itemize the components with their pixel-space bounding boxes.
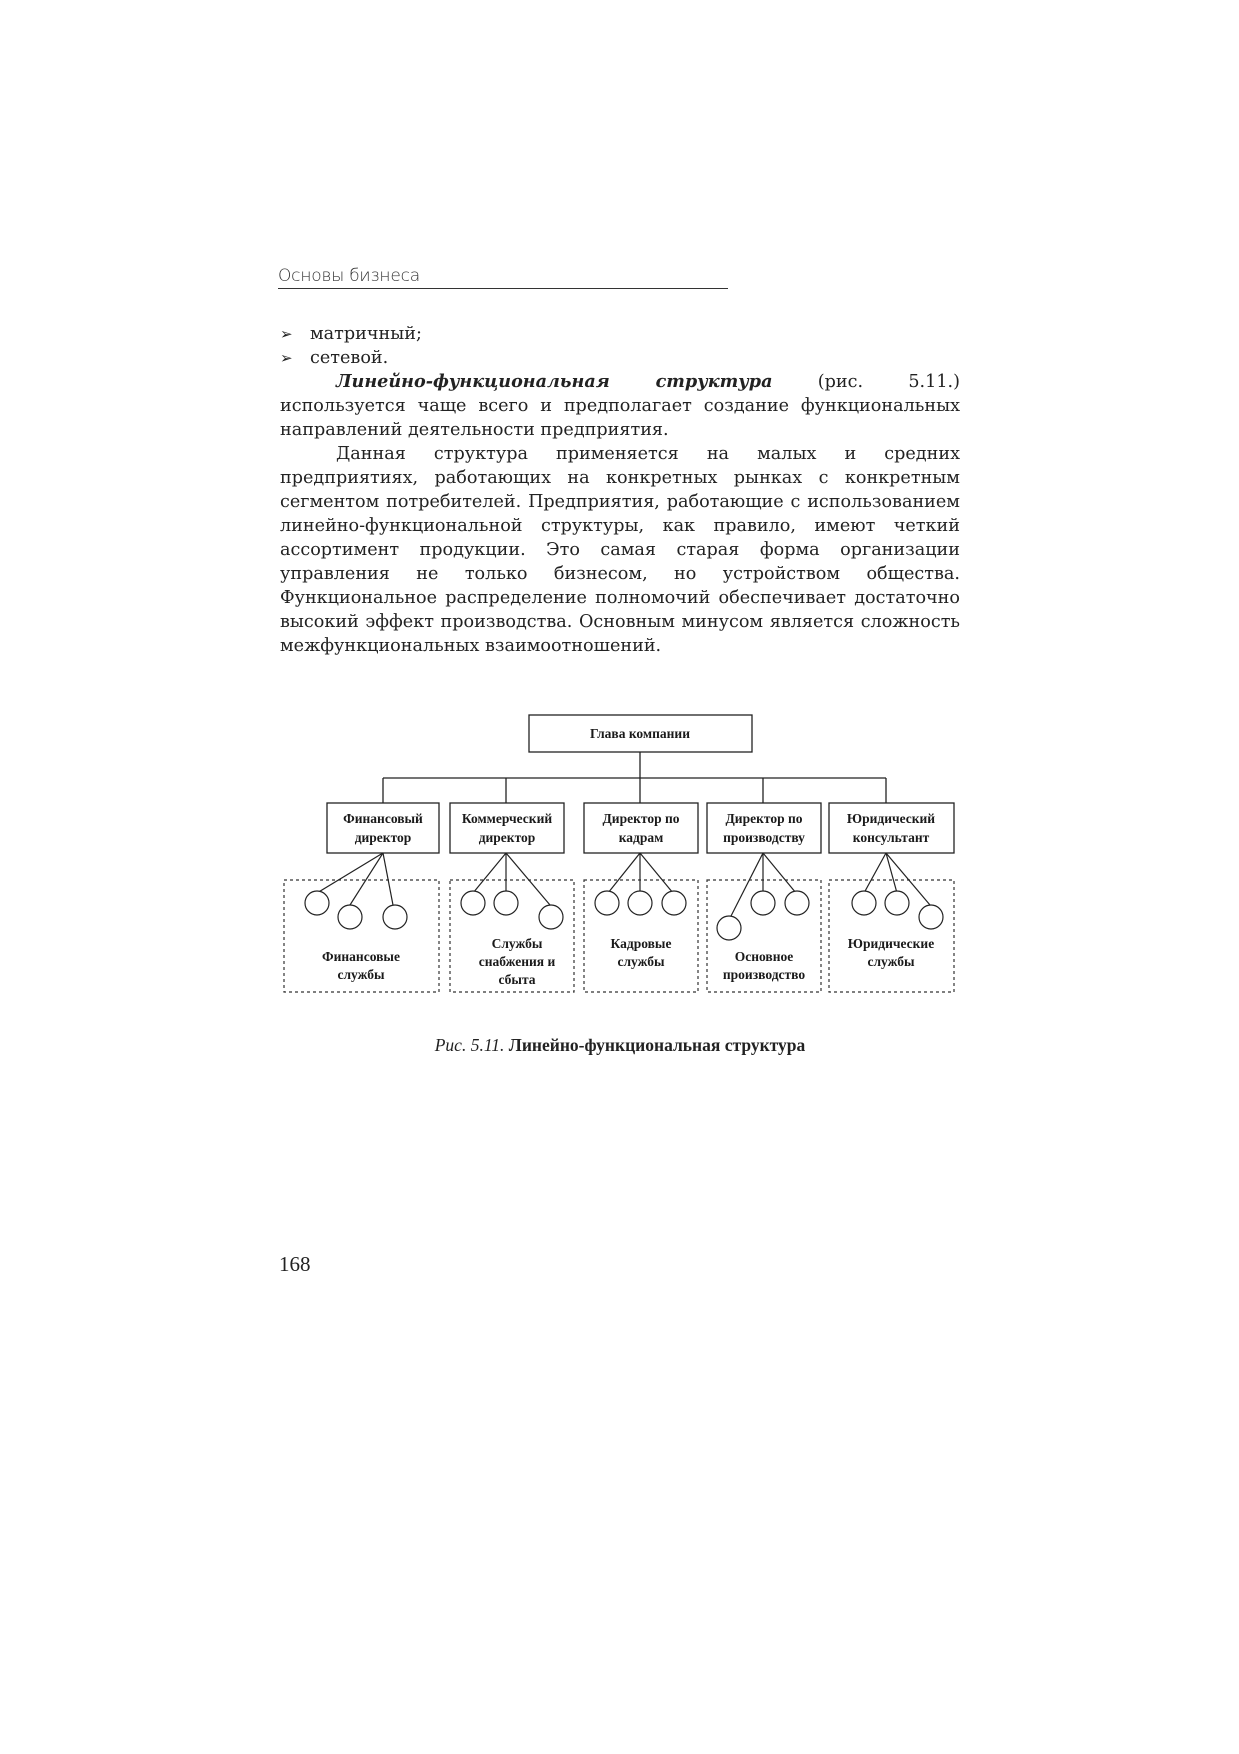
defined-term: Линейно-функциональная структура <box>336 371 773 392</box>
definition-text: (рис. 5.11.) используется чаще всего и предполагает создание функциональных направлений деятельности предприятия. <box>280 372 960 440</box>
director-label: производству <box>723 830 805 845</box>
figure-title: Линейно-функциональная структура <box>508 1035 806 1055</box>
director-label: Коммерческий <box>461 811 553 826</box>
service-label: Финансовые <box>322 949 400 964</box>
service-label: службы <box>867 954 915 969</box>
unit-circle <box>717 916 741 940</box>
unit-circle <box>628 891 652 915</box>
figure-label: Рис. 5.11. <box>434 1035 505 1055</box>
service-label: службы <box>337 967 385 982</box>
director-label: Директор по <box>725 811 803 826</box>
page-number: 168 <box>279 1252 311 1276</box>
unit-circle <box>785 891 809 915</box>
unit-circle <box>539 905 563 929</box>
bullet-text: сетевой. <box>310 348 389 368</box>
service-label: производство <box>722 967 806 982</box>
service-label: снабжения и <box>478 954 556 969</box>
service-label: Юридические <box>847 936 935 951</box>
service-label: Основное <box>734 949 794 964</box>
service-label: Службы <box>491 936 543 951</box>
arrowhead-bullet-icon: ➢ <box>280 349 293 367</box>
unit-circle <box>885 891 909 915</box>
unit-circle <box>494 891 518 915</box>
director-label: кадрам <box>618 830 664 845</box>
unit-circle <box>305 891 329 915</box>
director-label: консультант <box>852 830 930 845</box>
unit-circle <box>919 905 943 929</box>
paragraph-description: Данная структура применяется на малых и средних предприятиях, работающих на конкретных рынках с конкретным сегментом потребителей. Предприятия, работающие с использованием линейно-функциональной структуры, как правило, имеют четкий ассортимент продукции. Это самая старая форма организации управления не только бизнесом, но устройством общества. Функциональное распределение полномочий обеспечивает достаточно высокий эффект производства. Основным минусом является сложность межфункциональных взаимоотношений. <box>280 444 960 656</box>
arrowhead-bullet-icon: ➢ <box>280 325 293 343</box>
director-label: директор <box>354 830 412 845</box>
director-label: Директор по <box>602 811 680 826</box>
director-label: Юридический <box>846 811 936 826</box>
bullet-text: матричный; <box>310 324 422 344</box>
service-label: Кадровые <box>610 936 672 951</box>
figure-caption <box>280 1035 960 1056</box>
unit-circle <box>383 905 407 929</box>
director-label: Финансовый <box>343 811 423 826</box>
head-label: Глава компании <box>590 726 690 741</box>
service-label: службы <box>617 954 665 969</box>
unit-circle <box>461 891 485 915</box>
unit-circle <box>595 891 619 915</box>
unit-circle <box>338 905 362 929</box>
director-label: директор <box>478 830 536 845</box>
unit-circle <box>852 891 876 915</box>
unit-circle <box>751 891 775 915</box>
service-label: сбыта <box>498 972 536 987</box>
unit-circle <box>662 891 686 915</box>
running-title: Основы бизнеса <box>278 266 420 286</box>
